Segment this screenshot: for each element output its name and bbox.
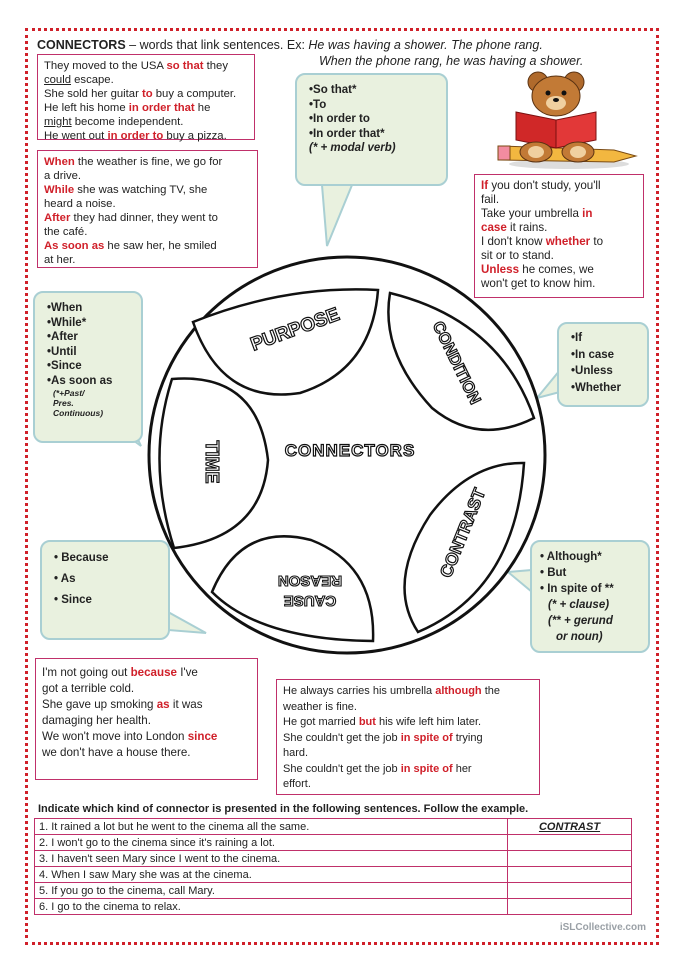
header: CONNECTORS – words that link sentences. Ex: He was having a shower. The phone rang. When the phone rang, he was having a shower. [37, 38, 584, 68]
wheel-label-contrast: CONTRAST [436, 485, 490, 581]
wheel-label-purpose: PURPOSE [247, 304, 343, 356]
reason-connectors-bubble: • Because • As • Since [40, 540, 170, 640]
wheel-label-condition: CONDITION [428, 318, 484, 408]
wheel-label-cause: CAUSE [283, 592, 337, 609]
condition-connectors-bubble: •If •In case •Unless •Whether [557, 322, 649, 407]
exercise-row [35, 851, 632, 867]
site-watermark: iSLCollective.com [559, 922, 646, 933]
contrast-examples-box: He always carries his umbrella although the weather is fine. He got married but his wife left him later. She couldn't get the job in spite of trying hard. She couldn't get the job in spite of her effort. [276, 679, 540, 795]
exercise-row [35, 883, 632, 899]
purpose-examples-box: They moved to the USA so that they could escape. She sold her guitar to buy a computer. He left his home in order that he might become independent. He went out in order to buy a pizza. [37, 54, 255, 140]
exercise-answer-cell[interactable] [508, 899, 632, 915]
exercise-answer-cell[interactable] [508, 835, 632, 851]
reading-bear-illustration [496, 68, 642, 172]
exercise-question: 5. If you go to the cinema, call Mary. [35, 883, 508, 899]
wheel-label-reason: REASON [277, 572, 343, 589]
example-sentence-2: When the phone rang, he was having a shower. [319, 54, 584, 68]
exercise-question: 2. I won't go to the cinema since it's raining a lot. [35, 835, 508, 851]
example-sentence-1: He was having a shower. The phone rang. [308, 38, 543, 52]
exercise-row [35, 867, 632, 883]
wheel-label-time: TIME [202, 440, 222, 484]
exercise-question: 4. When I saw Mary she was at the cinema. [35, 867, 508, 883]
wheel-center-label: CONNECTORS [284, 441, 416, 460]
exercise-answer-cell[interactable] [508, 867, 632, 883]
purpose-bubble-tail [322, 185, 352, 246]
purpose-connectors-bubble: •So that* •To •In order to •In order that* (* + modal verb) [295, 73, 448, 186]
exercise-answer-cell[interactable]: CONTRAST [508, 819, 632, 835]
page-title: CONNECTORS [37, 38, 126, 52]
time-connectors-bubble: •When •While* •After •Until •Since •As soon as (*+Past/ Pres. Continuous) [33, 291, 143, 443]
exercise-question: 6. I go to the cinema to relax. [35, 899, 508, 915]
exercise-row [35, 899, 632, 915]
exercise-section [34, 803, 634, 915]
contrast-connectors-bubble: • Although* • But • In spite of ** (* + clause) (** + gerund or noun) [530, 540, 650, 653]
time-examples-box: When the weather is fine, we go for a drive. While she was watching TV, she heard a noise. After they had dinner, they went to the café. As soon as he saw her, he smiled at her. [37, 150, 258, 268]
exercise-answer-cell[interactable] [508, 851, 632, 867]
exercise-question: 3. I haven't seen Mary since I went to the cinema. [35, 851, 508, 867]
exercise-answer-cell[interactable] [508, 883, 632, 899]
exercise-row [35, 835, 632, 851]
exercise-instructions: Indicate which kind of connector is presented in the following sentences. Follow the example. [38, 803, 529, 815]
condition-examples-box: If you don't study, you'll fail. Take your umbrella in case it rains. I don't know whether to sit or to stand. Unless he comes, we won't get to know him. [474, 174, 644, 298]
reason-examples-box: I'm not going out because I've got a terrible cold. She gave up smoking as it was damaging her health. We won't move into London since we don't have a house there. [35, 658, 258, 780]
reason-bubble-tail [168, 612, 206, 633]
exercise-row [35, 819, 632, 835]
contrast-bubble-tail [508, 570, 532, 592]
exercise-question: 1. It rained a lot but he went to the cinema all the same. [35, 819, 508, 835]
exercise-table [34, 818, 632, 915]
